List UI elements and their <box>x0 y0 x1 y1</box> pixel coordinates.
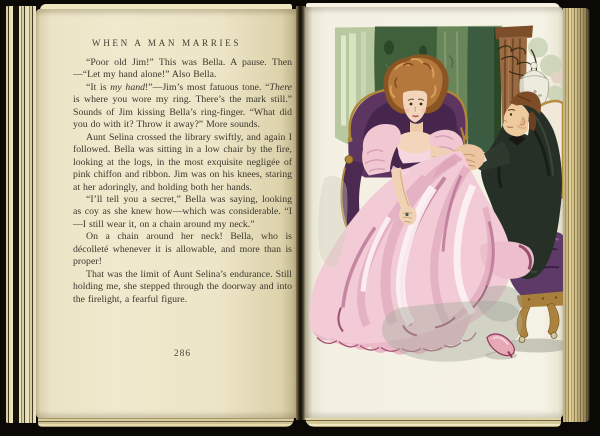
body-text: “Poor old Jim!” This was Bella. A pause. Then—“Let my hand alone!” Also Bella. “It is my hand!”—Jim’s most fatuous tone. “There is where you wore my ring. There’s the mark still.” Sounds of Jim kissing Bella’s ring-finger. “What did you do with it? Throw it away?” More sounds. Aunt Selina crossed the library swiftly, and again I followed. Bella was sitting in a low chair by the fire, looking at the logs, in the most exquisite negligée of pink chiffon and ribbon. Jim was on his knees, staring at her adoringly, and holding both her hands. “I’ll tell you a secret,” Bella was saying, looking as coy as she knew how—which was considerable. “I—I still wear it, on a chain around my neck.” On a chain around her neck! Bella, who is décolleté whenever it is allowable, and more than is proper! That was the limit of Aunt Selina’s endurance. Still holding me, she stepped through the doorway and into the firelight, a fearful figure. <box>73 57 293 305</box>
left-page <box>36 9 297 418</box>
left-page-stack-edge <box>3 6 36 423</box>
right-page <box>305 7 563 418</box>
page-number: 286 <box>173 349 192 359</box>
running-head: WHEN A MAN MARRIES <box>91 38 242 48</box>
right-page-stack-edge <box>563 8 590 422</box>
illustration-plate <box>305 7 563 418</box>
book-gutter <box>296 6 305 420</box>
